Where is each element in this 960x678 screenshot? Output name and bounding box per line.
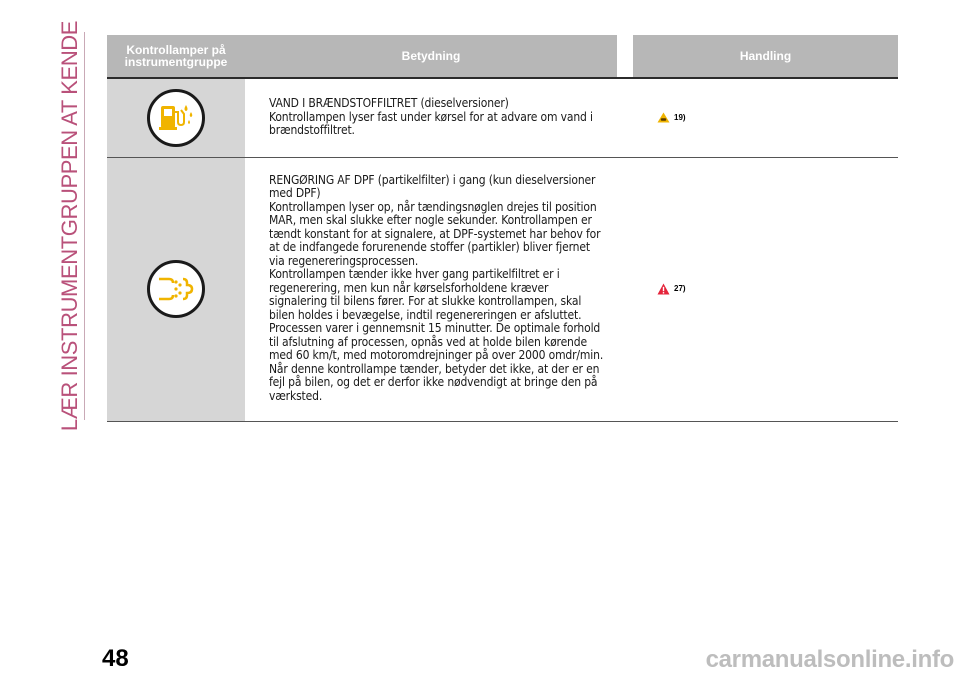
column-separator bbox=[617, 78, 633, 157]
action-cell bbox=[633, 157, 898, 421]
reference-number: 27) bbox=[674, 284, 686, 293]
meaning-cell bbox=[245, 78, 617, 157]
page-number: 48 bbox=[102, 645, 129, 672]
reference-number: 19) bbox=[674, 113, 686, 123]
column-separator bbox=[617, 157, 633, 421]
action-reference bbox=[657, 283, 686, 295]
dpf-cleaning-icon bbox=[147, 260, 205, 318]
row-title: VAND I BRÆNDSTOFFILTRET (dieselversioner) bbox=[269, 96, 509, 110]
action-cell bbox=[633, 78, 898, 157]
action-reference bbox=[657, 112, 686, 123]
row-title: RENGØRING AF DPF (partikelfilter) i gang (kun dieselversioner med DPF) bbox=[269, 172, 596, 201]
water-in-fuel-filter-icon bbox=[147, 89, 205, 147]
attention-icon bbox=[657, 112, 670, 123]
section-title-vertical bbox=[56, 20, 85, 432]
row-paragraph: Processen varer i gennemsnit 15 minutter. De optimale forhold til afslutning af processen, opnås ved at holde bilen kørende med 60 km/t, med motoromdrejninger på over 2000 omdr/min. bbox=[269, 321, 604, 363]
lamp-cell bbox=[107, 157, 245, 421]
table-row bbox=[107, 157, 898, 421]
warning-lights-table bbox=[107, 35, 898, 422]
meaning-cell bbox=[245, 157, 617, 421]
watermark: carmanualsonline.info bbox=[705, 646, 954, 673]
header-lamp: Kontrollamper på instrumentgruppe bbox=[107, 35, 245, 78]
section-title: LÆR INSTRUMENTGRUPPEN AT KENDE bbox=[57, 20, 82, 432]
warning-triangle-icon bbox=[657, 283, 670, 295]
header-separator bbox=[617, 35, 633, 78]
row-paragraph: Når denne kontrollampe tænder, betyder det ikke, at der er en fejl på bilen, og det er derfor ikke nødvendigt at bringe den på værksted. bbox=[269, 361, 600, 403]
lamp-cell bbox=[107, 78, 245, 157]
header-action: Handling bbox=[633, 35, 898, 78]
table-header-row bbox=[107, 35, 898, 78]
row-paragraph: Kontrollampen lyser op, når tændingsnøglen drejes til position MAR, men skal slukke efter nogle sekunder. Kontrollampen er tændt konstant for at signalere, at DPF-systemet har behov for at de indfangede forurenende stoffer (partikler) bliver fjernet via regenereringsprocessen. bbox=[269, 199, 601, 268]
row-paragraph: Kontrollampen lyser fast under kørsel for at advare om vand i brændstoffiltret. bbox=[269, 109, 593, 137]
table-row bbox=[107, 78, 898, 157]
header-meaning: Betydning bbox=[245, 35, 617, 78]
row-paragraph: Kontrollampen tænder ikke hver gang partikelfiltret er i regenerering, men kun når kørselsforholdene kræver signalering til bilens fører. For at slukke kontrollampen, skal bilen holdes i bevægelse, indtil regenereringen er afsluttet. bbox=[269, 267, 582, 322]
